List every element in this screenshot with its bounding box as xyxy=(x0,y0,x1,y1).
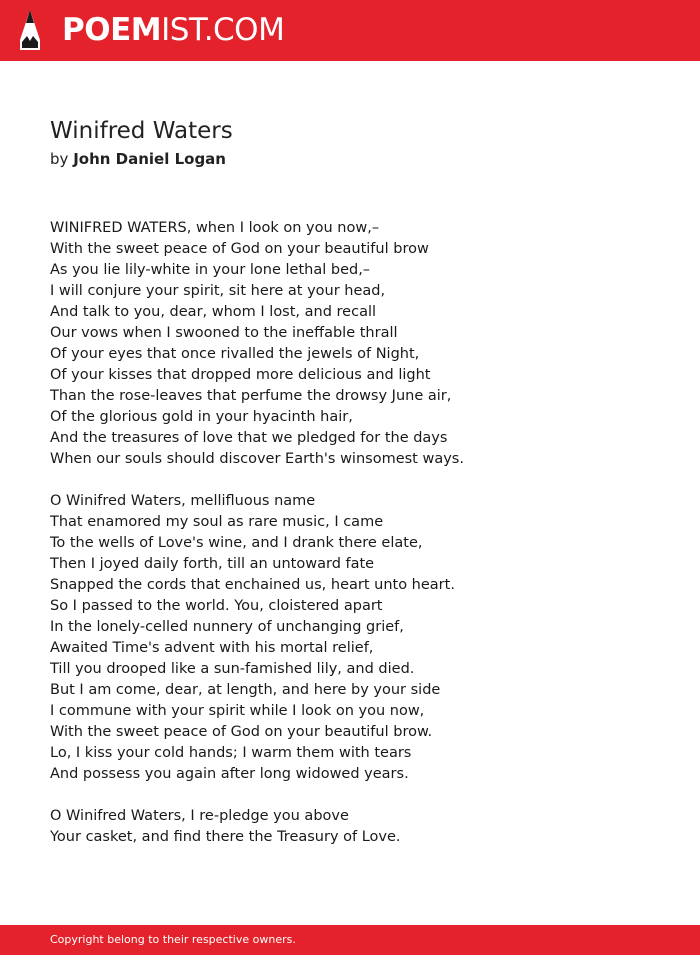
site-logo[interactable] xyxy=(62,11,284,49)
poem-line: And the treasures of love that we pledged for the days xyxy=(50,430,448,446)
poem-line: Awaited Time's advent with his mortal relief, xyxy=(50,640,374,656)
poem-line: Than the rose-leaves that perfume the drowsy June air, xyxy=(50,388,452,404)
copyright-notice: Copyright belong to their respective owners. xyxy=(50,933,296,946)
site-footer xyxy=(0,925,700,955)
pencil-tip-icon[interactable] xyxy=(18,9,42,51)
poem-line: Your casket, and find there the Treasury of Love. xyxy=(50,829,401,845)
poem-line: Snapped the cords that enchained us, heart unto heart. xyxy=(50,577,455,593)
poem-line: Lo, I kiss your cold hands; I warm them with tears xyxy=(50,745,412,761)
author-name: John Daniel Logan xyxy=(73,150,226,168)
poem-line: Of your eyes that once rivalled the jewels of Night, xyxy=(50,346,420,362)
poem-stanza xyxy=(50,491,650,785)
poem-line: Of the glorious gold in your hyacinth hair, xyxy=(50,409,353,425)
poem-body xyxy=(50,218,650,869)
logo-text-bold: POEM xyxy=(62,12,162,48)
poem-line: But I am come, dear, at length, and here by your side xyxy=(50,682,441,698)
poem-line: That enamored my soul as rare music, I came xyxy=(50,514,384,530)
poem-line: As you lie lily-white in your lone lethal bed,– xyxy=(50,262,371,278)
poem-byline xyxy=(50,148,226,170)
poem-line: With the sweet peace of God on your beautiful brow xyxy=(50,241,429,257)
poem-stanza xyxy=(50,806,650,848)
poem-line: Then I joyed daily forth, till an untoward fate xyxy=(50,556,375,572)
poem-line: Our vows when I swooned to the ineffable thrall xyxy=(50,325,398,341)
logo-text-light: IST.COM xyxy=(161,12,285,48)
poem-line: And possess you again after long widowed years. xyxy=(50,766,409,782)
poem-title: Winifred Waters xyxy=(50,118,233,144)
poem-line: I will conjure your spirit, sit here at your head, xyxy=(50,283,386,299)
poem-line: I commune with your spirit while I look on you now, xyxy=(50,703,425,719)
poem-line: With the sweet peace of God on your beautiful brow. xyxy=(50,724,433,740)
poem-stanza xyxy=(50,218,650,470)
poem-line: When our souls should discover Earth's winsomest ways. xyxy=(50,451,464,467)
site-header xyxy=(0,0,700,61)
poem-line: Till you drooped like a sun-famished lily, and died. xyxy=(50,661,415,677)
poem-line: WINIFRED WATERS, when I look on you now,– xyxy=(50,220,380,236)
poem-line: In the lonely-celled nunnery of unchanging grief, xyxy=(50,619,404,635)
poem-line: And talk to you, dear, whom I lost, and recall xyxy=(50,304,377,320)
byline-prefix: by xyxy=(50,150,69,168)
poem-line: Of your kisses that dropped more delicious and light xyxy=(50,367,431,383)
poem-line: O Winifred Waters, mellifluous name xyxy=(50,493,316,509)
poem-line: To the wells of Love's wine, and I drank there elate, xyxy=(50,535,423,551)
poem-line: O Winifred Waters, I re-pledge you above xyxy=(50,808,349,824)
poem-line: So I passed to the world. You, cloistered apart xyxy=(50,598,383,614)
